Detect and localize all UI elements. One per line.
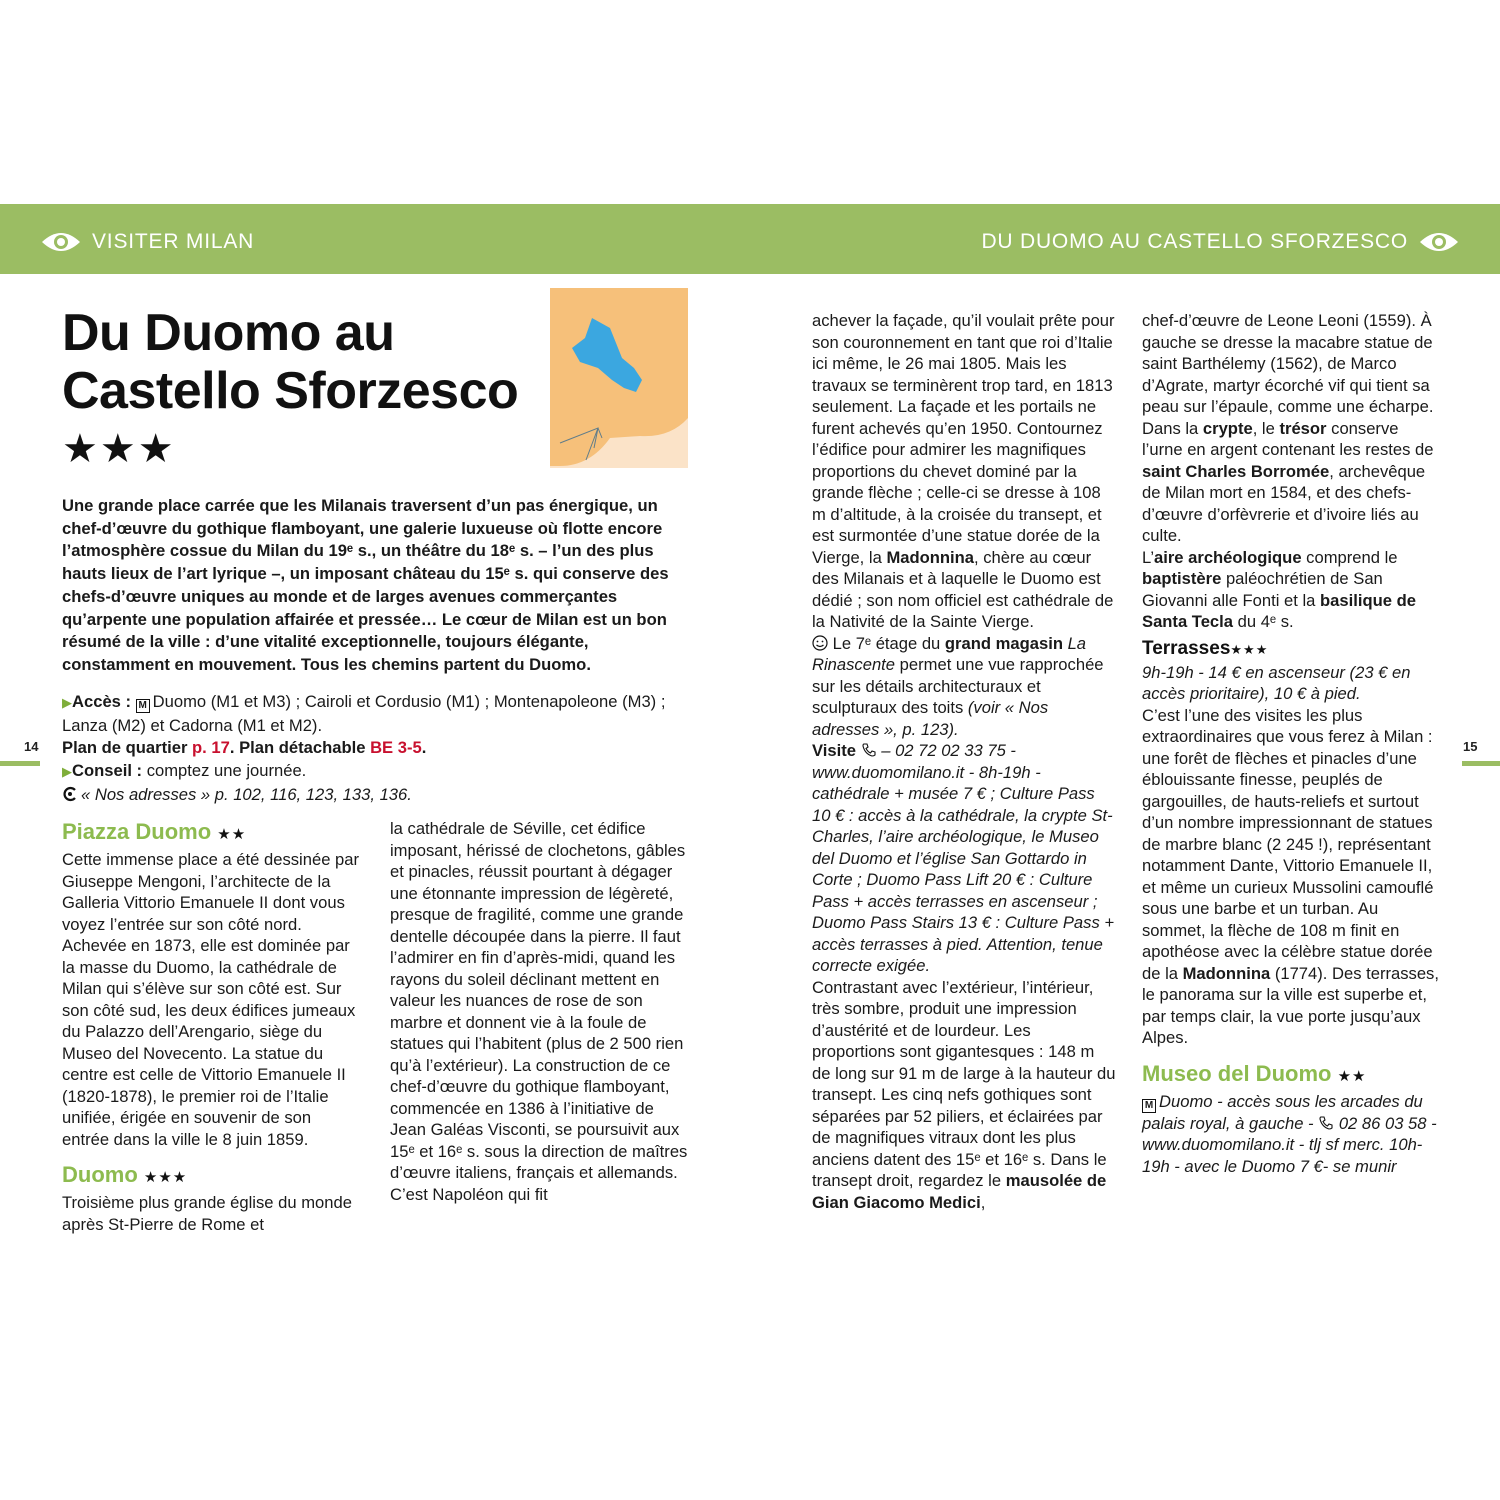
duomo-title: Duomo bbox=[62, 1162, 138, 1187]
aire-text: L’aire archéologique comprend le baptistère paléochrétien de San Giovanni alle Fonti et la basilique de Santa Tecla du 4ᵉ s. bbox=[1142, 547, 1416, 631]
section-label: VISITER MILAN bbox=[92, 230, 255, 253]
terrasses-title: Terrasses bbox=[1142, 637, 1231, 659]
locator-map bbox=[550, 288, 688, 468]
terrasses-stars: ★★★ bbox=[1230, 641, 1269, 657]
title-line-1: Du Duomo au bbox=[62, 304, 395, 362]
eye-icon bbox=[40, 230, 82, 254]
column-1 bbox=[62, 818, 362, 1235]
title-line-2: Castello Sforzesco bbox=[62, 362, 519, 420]
plan-ref-link[interactable]: p. 17 bbox=[192, 738, 230, 758]
plan-detach-label: . Plan détachable bbox=[229, 738, 366, 758]
duomo-text-continued: la cathédrale de Séville, cet édifice imposant, hérissé de clochetons, gâbles et pinacles, réussit pourtant à dégager une étonnante impression de légèreté, presque de fragilité, comme une grande dentelle découpée dans la pierre. Il faut l’admirer en fin d’après-midi, quand les rayons du soleil déclinant mettent en valeur les nuances de rose de son marbre et donnent vie à la foule de statues qui l’habitent (plus de 2 500 rien qu’à l’extérieur). La construction de ce chef-d’œuvre du gothique flamboyant, commencée en 1386 à l’initiative de Jean Galéas Visconti, se poursuivit aux 15ᵉ et 16ᵉ s. sous la direction de maîtres d’œuvre italiens, français et allemands. C’est Napoléon qui fit bbox=[390, 819, 688, 1204]
conseil-text: comptez une journée. bbox=[146, 761, 307, 781]
acces-line bbox=[62, 691, 678, 737]
visite-info: Visite – 02 72 02 33 75 - www.duomomilano.it - 8h-19h - cathédrale + musée 7 € ; Culture Pass 10 € : accès à la cathédrale, la crypte St-Charles, l’aire archéologique, le Museo del Duomo et l’église San Gottardo in Corte ; Duomo Pass Lift 20 € : Culture Pass + accès terrasses en ascenseur ; Duomo Pass Stairs 13 € : Culture Pass + accès terrasses à pied. Attention, tenue correcte exigée. bbox=[812, 741, 1115, 975]
smiley-icon bbox=[812, 635, 828, 651]
museo-info: M Duomo - accès sous les arcades du palais royal, à gauche - 02 86 03 58 - www.duomomilano.it - tlj sf merc. 10h-19h - avec le Duomo 7 €- se munir bbox=[1142, 1091, 1437, 1176]
plan-label: Plan de quartier bbox=[62, 738, 188, 758]
header-band bbox=[0, 204, 1500, 274]
eye-icon bbox=[1418, 230, 1460, 254]
terrasses-text: C’est l’une des visites les plus extraordinaires que vous ferez à Milan : une forêt de flèches et pinacles d’une éblouissante finesse, peuplés de gargouilles, de hauts-reliefs et surtout d’un nombre impressionnant de statues de marbre blanc (2 245 !), représentant notamment Dante, Vittorio Emanuele II, et même un curieux Mussolini camouflé sous une barbe et un turban. Au sommet, la flèche de 108 m finit en apothéose avec la célèbre statue dorée de la Madonnina (1774). Des terrasses, le panorama sur la ville est superbe et, par temps clair, la vue porte jusqu’aux Alpes. bbox=[1142, 705, 1439, 1047]
piazza-duomo-title: Piazza Duomo bbox=[62, 819, 212, 844]
triangle-bullet-icon: ▶ bbox=[62, 764, 72, 780]
phone-icon bbox=[1318, 1115, 1334, 1131]
triangle-bullet-icon: ▶ bbox=[62, 695, 72, 710]
column-2 bbox=[390, 818, 690, 1205]
piazza-duomo-text: Cette immense place a été dessinée par Giuseppe Mengoni, l’architecte de la Galleria Vittorio Emanuele II dont vous voyez l’entrée sur son côté nord. Achevée en 1873, elle est dominée par la masse du Duomo, la cathédrale de Milan qui s’élève sur son côté est. Sur son côté sud, les deux édifices jumeaux du Palazzo dell’Arengario, siège du Museo del Novecento. La statue du centre est celle de Vittorio Emanuele II (1820-1878), le premier roi de l’Italie unifiée, érigée en souvenir de son entrée dans la ville le 8 juin 1859. bbox=[62, 850, 360, 1149]
phone-icon bbox=[861, 742, 877, 758]
address-book-icon bbox=[62, 786, 78, 802]
piazza-duomo-stars: ★★ bbox=[217, 826, 247, 843]
header-right bbox=[981, 204, 1460, 274]
header-left bbox=[40, 204, 254, 274]
visite-label: Visite bbox=[812, 741, 856, 760]
duomo-heading bbox=[62, 1161, 362, 1192]
conseil-line bbox=[62, 760, 678, 784]
rinascente-text: Le 7ᵉ étage du grand magasin La Rinascente permet une vue rapprochée sur les détails architecturaux et sculpturaux des toits (voir « Nos adresses », p. 123). bbox=[812, 633, 1104, 739]
museo-heading bbox=[1142, 1060, 1442, 1091]
duomo-text: Troisième plus grande église du monde après St-Pierre de Rome et bbox=[62, 1193, 352, 1234]
adresses-line bbox=[62, 784, 678, 807]
duomo-stars: ★★★ bbox=[143, 1169, 188, 1186]
column-4 bbox=[1142, 310, 1442, 1177]
interieur-text: Contrastant avec l’extérieur, l’intérieur, très sombre, produit une impression d’austérité et de lourdeur. Les proportions sont gigantesques : 148 m de long sur 91 m de large à la hauteur du transept. Les cinq nefs gothiques sont séparées par 52 piliers, et éclairées par de magnifiques vitraux dont les plus anciens datent des 15ᵉ et 16ᵉ s. Dans le transept droit, regardez le mausolée de Gian Giacomo Medici, bbox=[812, 977, 1116, 1212]
acces-text: Duomo (M1 et M3) ; Cairoli et Cordusio (M1) ; Montenapoleone (M3) ; Lanza (M2) et Cadorna (M1 et M2). bbox=[62, 692, 666, 735]
page-number-right: 15 bbox=[1463, 739, 1478, 754]
leoni-text: chef-d’œuvre de Leone Leoni (1559). À gauche se dresse la macabre statue de saint Barthélemy (1562), de Marco d’Agrate, martyr écorché vif qui tient sa peau sur l’épaule, comme une écharpe. bbox=[1142, 311, 1434, 416]
column-3 bbox=[812, 310, 1116, 1213]
page-rule-left bbox=[0, 761, 40, 766]
adresses-text: « Nos adresses » p. 102, 116, 123, 133, 136. bbox=[81, 784, 412, 804]
madonnina-bold: Madonnina bbox=[886, 547, 975, 567]
page-title bbox=[62, 304, 542, 420]
terrasses-heading bbox=[1142, 637, 1442, 662]
practical-info bbox=[62, 691, 678, 807]
duomo-history-text: achever la façade, qu’il voulait prête pour son couronnement en tant que roi d’Italie ici même, le 26 mai 1805. Mais les travaux se terminèrent trop tard, en 1813 seulement. La façade et les portails ne furent achevés qu’en 1950. Contournez l’édifice pour admirer les magnifiques proportions du chevet dominé par la grande flèche ; celle-ci se dresse à 108 m d’altitude, à la croisée du transept, et est surmontée d’une statue dorée de la Vierge, la Madonnina, chère au cœur des Milanais et à laquelle le Duomo est dédié ; son nom officiel est cathédrale de la Nativité de la Sainte Vierge. bbox=[812, 311, 1115, 631]
plan-end: . bbox=[421, 738, 427, 758]
title-stars: ★★★ bbox=[62, 427, 176, 471]
piazza-duomo-heading bbox=[62, 818, 362, 849]
intro-paragraph: Une grande place carrée que les Milanais traversent d’un pas énergique, un chef-d’œuvre du gothique flamboyant, une galerie luxueuse où flotte encore l’atmosphère cossue du Milan du 19ᵉ s., un théâtre du 18ᵉ s. – l’un des plus hauts lieux de l’art lyrique –, un imposant château du 15ᵉ s. qui conserve des chefs-d’œuvre uniques au monde et de larges avenues commerçantes qu’arpente une population affairée et pressée… Le cœur de Milan est un bon résumé de la ville : d’une vitalité exceptionnelle, toujours élégante, constamment en mouvement. Tous les chemins partent du Duomo. bbox=[62, 496, 669, 674]
page-number-left: 14 bbox=[24, 739, 39, 754]
plan-line bbox=[62, 737, 678, 760]
acces-label: Accès : bbox=[72, 692, 132, 711]
metro-icon: M bbox=[1142, 1099, 1156, 1113]
metro-icon: M bbox=[136, 699, 150, 713]
crypte-text: Dans la crypte, le trésor conserve l’urne en argent contenant les restes de saint Charles Borromée, archevêque de Milan mort en 1584, et des chefs-d’œuvre d’orfèvrerie et d’ivoire liés au culte. bbox=[1142, 418, 1434, 545]
museo-stars: ★★ bbox=[1337, 1067, 1367, 1085]
chapter-label: DU DUOMO AU CASTELLO SFORZESCO bbox=[981, 230, 1408, 253]
plan-detach-ref-link[interactable]: BE 3-5 bbox=[370, 738, 422, 758]
terrasses-info: 9h-19h - 14 € en ascenseur (23 € en accès prioritaire), 10 € à pied. bbox=[1142, 662, 1411, 703]
page-rule-right bbox=[1462, 761, 1500, 766]
mausolee-bold: mausolée de Gian Giacomo Medici bbox=[812, 1171, 1107, 1212]
conseil-label: Conseil : bbox=[72, 761, 143, 781]
museo-title: Museo del Duomo bbox=[1142, 1060, 1332, 1086]
